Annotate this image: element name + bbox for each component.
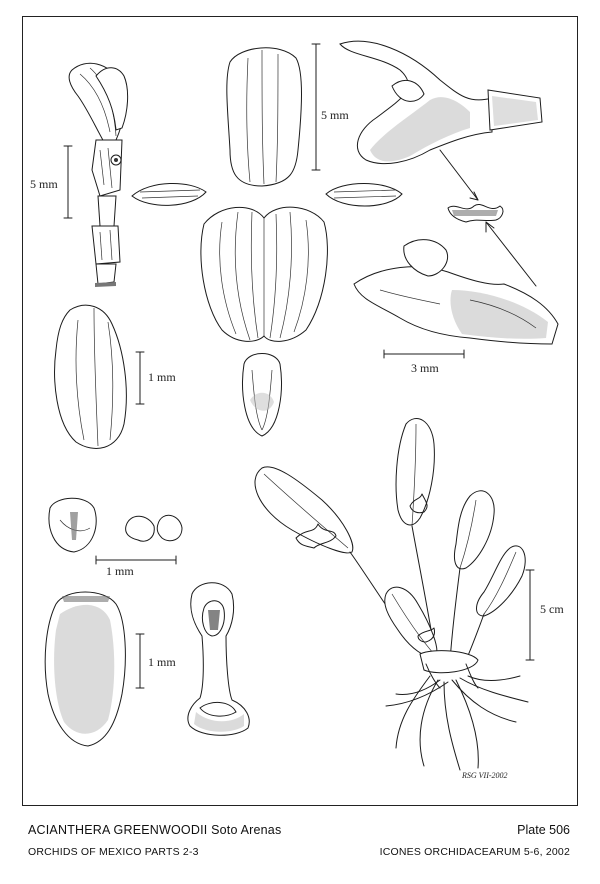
publication-citation: ICONES ORCHIDACEARUM 5-6, 2002 — [379, 846, 570, 858]
anther-drawing — [49, 498, 96, 552]
habit-drawing — [255, 418, 528, 770]
scale-bar-lip — [136, 634, 144, 688]
scale-bar-petal — [136, 352, 144, 404]
scale-label-pollinia: 1 mm — [106, 564, 134, 578]
petal-left-drawing — [132, 183, 206, 205]
scale-bar-pollinia — [96, 556, 176, 564]
species-author: Soto Arenas — [211, 823, 282, 837]
scale-label-lip: 1 mm — [148, 655, 176, 669]
flower-dissected-drawing — [354, 240, 558, 344]
scale-bar-column — [64, 146, 72, 218]
artist-signature: RSG VII-2002 — [462, 771, 508, 780]
scale-bar-flower — [384, 350, 464, 358]
scale-bar-habit — [526, 570, 534, 660]
petal-detail-drawing — [55, 305, 127, 448]
synsepal-drawing — [201, 207, 328, 341]
trichome-detail-drawing — [440, 150, 536, 286]
species-name: ACIANTHERA GREENWOODII — [28, 823, 208, 837]
scale-label-habit: 5 cm — [540, 602, 564, 616]
lip-detail-drawing — [45, 592, 125, 746]
dorsal-sepal-drawing — [227, 48, 302, 186]
column-lateral-drawing — [69, 63, 128, 287]
flower-lateral-drawing — [340, 41, 542, 163]
petal-right-drawing — [326, 184, 402, 207]
scale-label-flower: 3 mm — [411, 361, 439, 375]
series-title: ORCHIDS OF MEXICO PARTS 2-3 — [28, 846, 199, 858]
column-ventral-drawing — [188, 583, 249, 736]
plate-number: Plate 506 — [517, 823, 570, 837]
scale-label-sepal: 5 mm — [321, 108, 349, 122]
scale-bar-sepal — [312, 44, 320, 170]
species-title — [28, 823, 281, 837]
lip-small-drawing — [243, 354, 282, 437]
scale-label-column: 5 mm — [30, 177, 58, 191]
scale-label-petal: 1 mm — [148, 370, 176, 384]
pollinia-drawing — [126, 515, 182, 541]
